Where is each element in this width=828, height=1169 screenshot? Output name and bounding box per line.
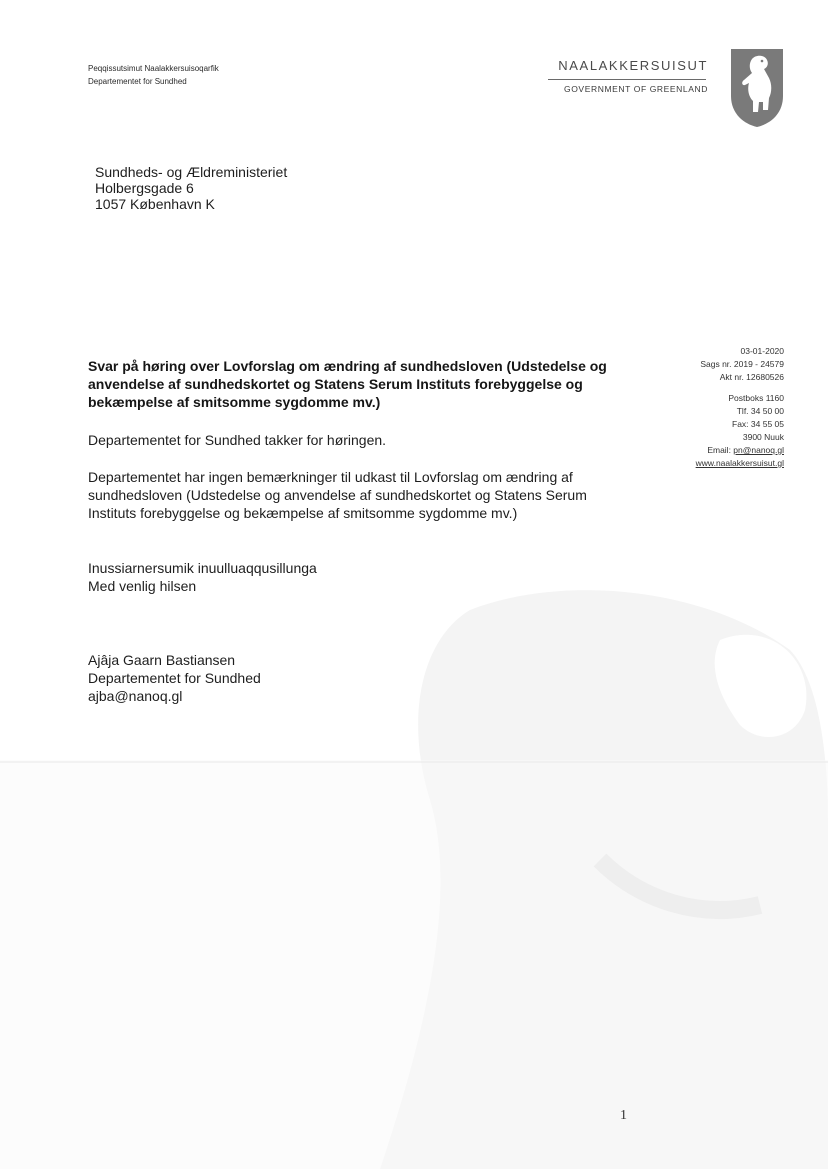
closing-greenlandic: Inussiarnersumik inuulluaqqusillunga	[88, 560, 317, 576]
email-line	[600, 444, 784, 457]
divider	[548, 79, 706, 80]
phone: Tlf. 34 50 00	[736, 406, 784, 416]
po-box: Postboks 1160	[728, 393, 784, 403]
body-paragraph-remarks: Departementet har ingen bemærkninger til udkast til Lovforslag om ændring af sundhedsloven (Udstedelse og anvendelse af sundhedskortet og Statens Serum Instituts forebyggelse og bekæmpelse af smitsomme sygdomme mv.)	[88, 469, 587, 521]
letter-subject: Svar på høring over Lovforslag om ændring af sundhedsloven (Udstedelse og anvendelse af sundhedskortet og Statens Serum Instituts forebyggelse og bekæmpelse af smitsomme sygdomme mv.)	[88, 358, 607, 410]
recipient-street: Holbergsgade 6	[95, 180, 194, 196]
body-paragraph-thanks: Departementet for Sundhed takker for høringen.	[88, 432, 387, 448]
signer-email: ajba@nanoq.gl	[88, 688, 183, 704]
polar-bear-crest-icon	[728, 46, 786, 128]
postal-city: 3900 Nuuk	[742, 432, 784, 442]
recipient-address	[95, 164, 287, 212]
closing-salutation	[88, 559, 317, 595]
recipient-name: Sundheds- og Ældreministeriet	[95, 164, 288, 180]
government-subtitle: GOVERNMENT OF GREENLAND	[564, 84, 708, 94]
closing-danish: Med venlig hilsen	[88, 578, 197, 594]
department-header	[88, 62, 219, 88]
website-link[interactable]: www.naalakkersuisut.gl	[695, 458, 784, 468]
signer-name: Ajâja Gaarn Bastiansen	[88, 652, 236, 668]
document-number: Akt nr. 12680526	[719, 372, 784, 382]
department-name-danish: Departementet for Sundhed	[88, 77, 187, 86]
fax: Fax: 34 55 05	[732, 419, 784, 429]
signature-block	[88, 651, 261, 705]
signer-department: Departementet for Sundhed	[88, 670, 261, 686]
email-label: Email:	[707, 445, 734, 455]
recipient-city: 1057 København K	[95, 196, 215, 212]
page-number: 1	[620, 1108, 627, 1123]
government-name: NAALAKKERSUISUT	[558, 58, 708, 73]
department-name-greenlandic: Peqqissutsimut Naalakkersuisoqarfik	[88, 64, 219, 73]
letter-date: 03-01-2020	[740, 346, 784, 356]
email-link[interactable]: pn@nanoq.gl	[733, 445, 784, 455]
case-number: Sags nr. 2019 - 24579	[700, 359, 784, 369]
